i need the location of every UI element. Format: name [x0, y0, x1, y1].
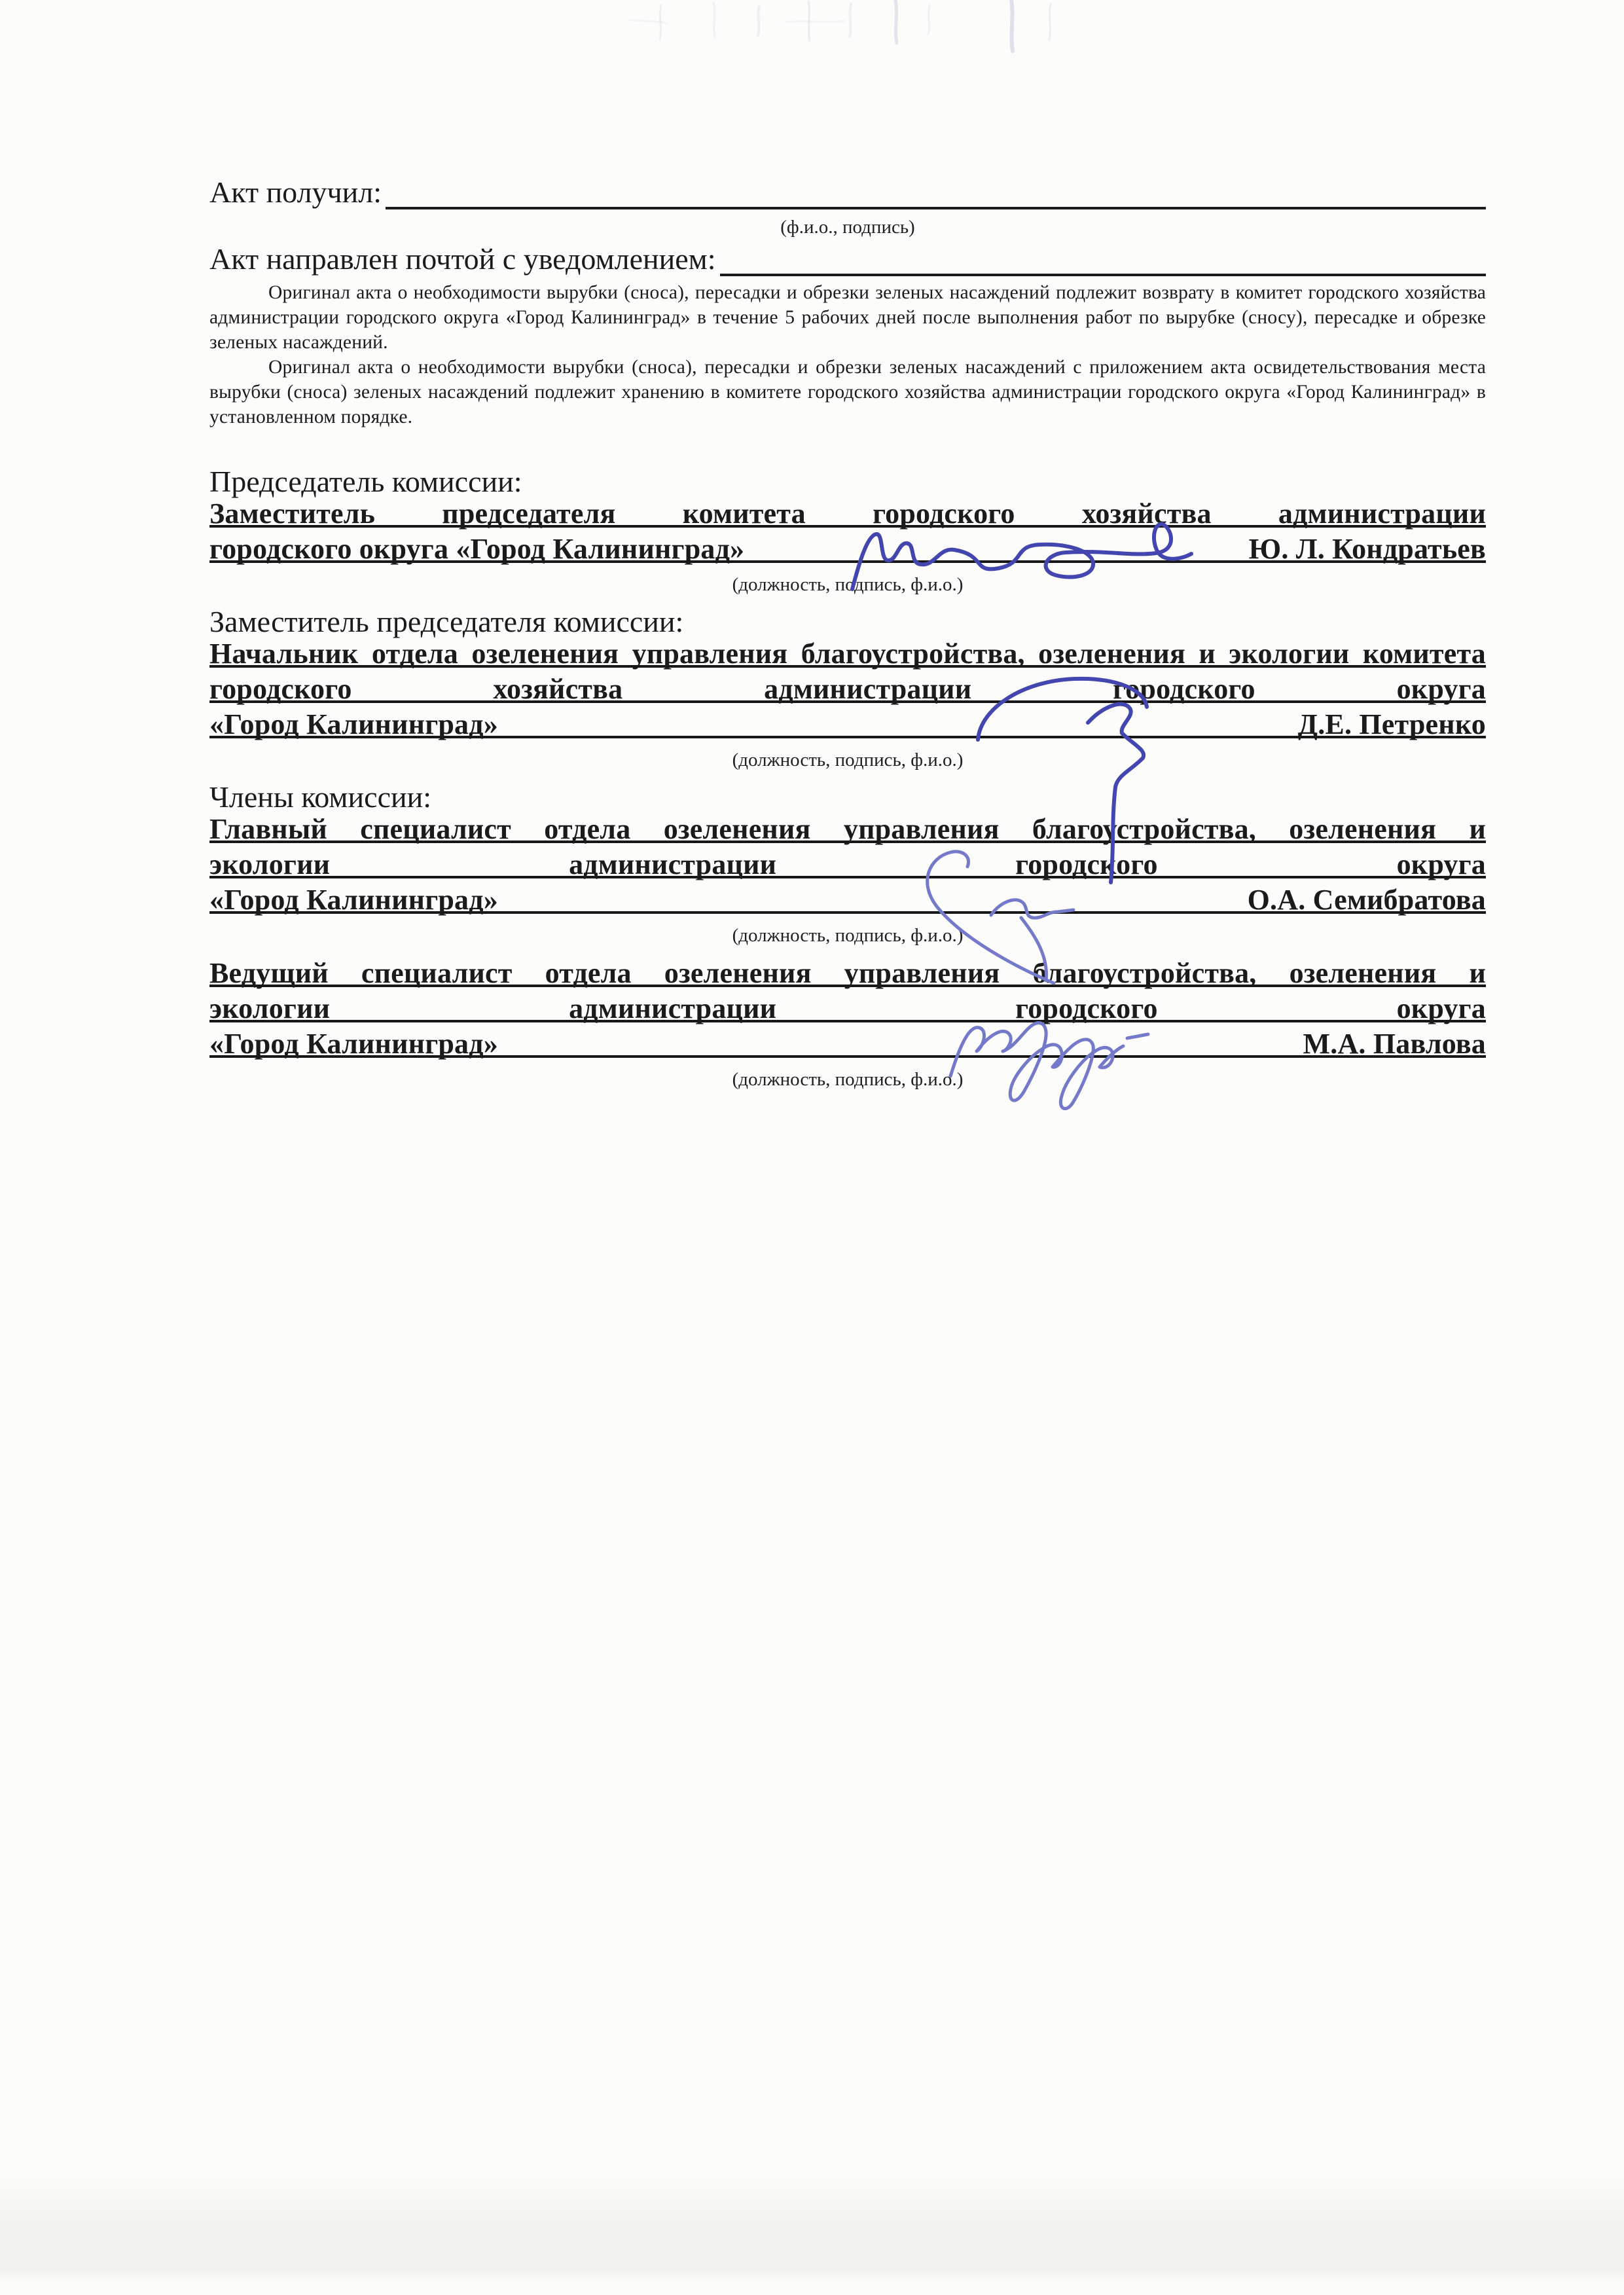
chairman-position-line-2-text: городского округа «Город Калининград» — [209, 533, 745, 565]
member-2-position-line-3-text: «Город Калининград» — [209, 1028, 498, 1060]
act-received-row — [209, 175, 1486, 209]
chairman-name: Ю. Л. Кондратьев — [1248, 533, 1486, 565]
deputy-position-line-3-text: «Город Калининград» — [209, 708, 498, 740]
deputy-position-line-3 — [209, 708, 1486, 740]
member-2-position-line-1: Ведущий специалист отдела озеленения управления благоустройства, озеленения и — [209, 957, 1486, 989]
member-2-name: М.А. Павлова — [1303, 1028, 1486, 1060]
deputy-position-line-2: городского хозяйства администрации городского округа — [209, 673, 1486, 705]
act-mailed-blank-line — [720, 242, 1486, 276]
chairman-position-line-2 — [209, 533, 1486, 565]
member-1-caption: (должность, подпись, ф.и.о.) — [732, 925, 964, 946]
section-header-deputy: Заместитель председателя комиссии: — [209, 605, 684, 638]
paragraph-original-return: Оригинал акта о необходимости вырубки (сноса), пересадки и обрезки зеленых насаждений подлежит возврату в комитет городского хозяйства администрации городского округа «Город Калининград» в течение 5 рабочих дней после выполнения работ по вырубке (сносу), пересадке и обрезке зеленых насаждений. — [209, 282, 1486, 353]
member-2-position-line-3 — [209, 1028, 1486, 1060]
member-1-name: О.А. Семибратова — [1247, 884, 1486, 916]
act-mailed-row — [209, 242, 1486, 276]
scan-artifact-top — [628, 0, 1051, 51]
section-header-members: Члены комиссии: — [209, 780, 432, 814]
member-2-position-line-2: экологии администрации городского округа — [209, 992, 1486, 1024]
chairman-caption: (должность, подпись, ф.и.о.) — [732, 574, 964, 595]
paragraph-original-storage: Оригинал акта о необходимости вырубки (сноса), пересадки и обрезки зеленых насаждений с приложением акта освидетельствования места вырубки (сноса) зеленых насаждений подлежит хранению в комитете городского хозяйства администрации городского округа «Город Калининград» в установленном порядке. — [209, 357, 1486, 427]
deputy-position-line-1: Начальник отдела озеленения управления благоустройства, озеленения и экологии комитета — [209, 638, 1486, 670]
scan-noise-band — [0, 2173, 1624, 2285]
fio-signature-caption: (ф.и.о., подпись) — [780, 217, 915, 238]
act-received-label: Акт получил: — [209, 175, 382, 209]
member-1-position-line-3 — [209, 884, 1486, 916]
act-received-blank-line — [386, 175, 1486, 209]
body-paragraphs — [209, 280, 1486, 429]
member-1-position-line-2: экологии администрации городского округа — [209, 848, 1486, 880]
member-2-caption: (должность, подпись, ф.и.о.) — [732, 1069, 964, 1090]
deputy-name: Д.Е. Петренко — [1297, 708, 1486, 740]
document-body — [209, 175, 1486, 1097]
section-header-chairman: Председатель комиссии: — [209, 465, 522, 498]
deputy-caption: (должность, подпись, ф.и.о.) — [732, 750, 964, 770]
act-mailed-label: Акт направлен почтой с уведомлением: — [209, 242, 716, 276]
member-1-position-line-1: Главный специалист отдела озеленения управления благоустройства, озеленения и — [209, 813, 1486, 845]
chairman-position-line-1: Заместитель председателя комитета городского хозяйства администрации — [209, 497, 1486, 530]
member-1-position-line-3-text: «Город Калининград» — [209, 884, 498, 916]
